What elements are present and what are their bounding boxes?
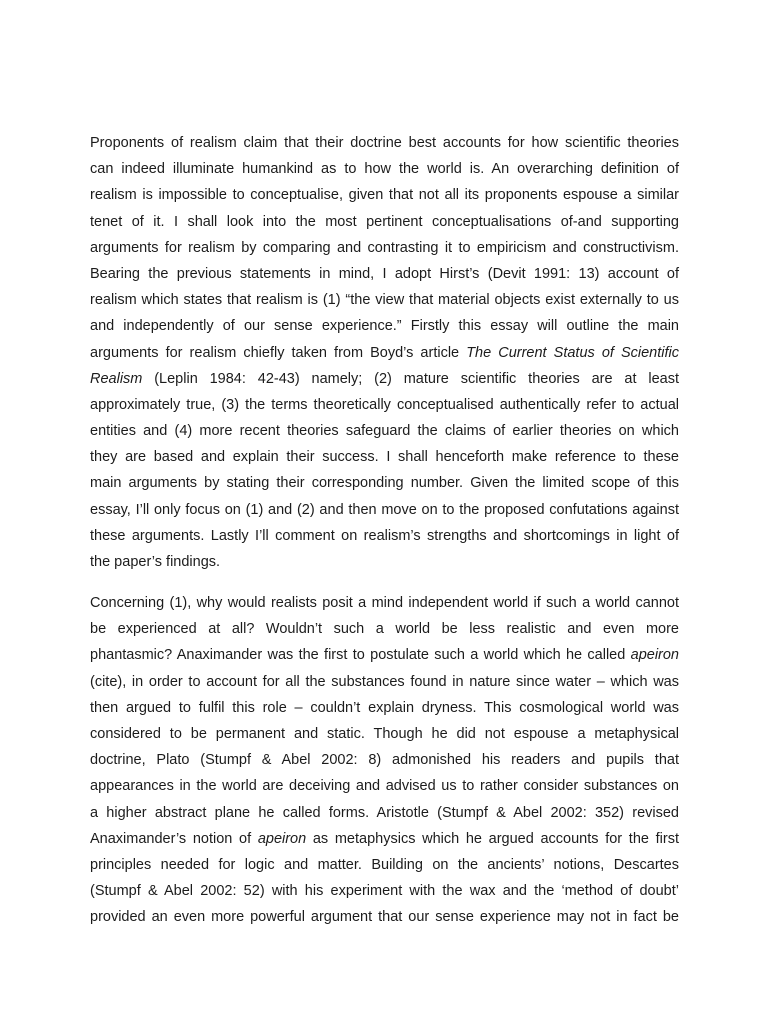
paragraph-argument-one (90, 590, 679, 930)
text-run: phantasmic? Anaximander was the first to postulate such a world which he called (90, 647, 631, 664)
text-run: as metaphysics which he argued accounts for the first (306, 830, 679, 847)
text-line: Proponents of realism claim that their doctrine best accounts for how scientific theories (90, 135, 679, 151)
text-line: they are based and explain their success. I shall henceforth make reference to these (90, 449, 679, 466)
text-line: principles needed for logic and matter. Building on the ancients’ notions, Descartes (90, 856, 679, 873)
text-line: can indeed illuminate humankind as to how the world is. An overarching definition of (90, 161, 679, 178)
paragraph-introduction (90, 130, 679, 575)
text-line: the paper’s findings. (90, 554, 221, 570)
text-line (90, 642, 679, 668)
text-line: (cite), in order to account for all the substances found in nature since water – which was (90, 673, 679, 690)
text-line: Bearing the previous statements in mind, I adopt Hirst’s (Devit 1991: 13) account of (90, 265, 679, 282)
apeiron-italic: apeiron (257, 830, 307, 847)
text-line: considered to be permanent and static. Though he did not espouse a metaphysical (90, 725, 679, 742)
text-line: a higher abstract plane he called forms. Aristotle (Stumpf & Abel 2002: 352) revised (90, 804, 679, 821)
text-line (90, 826, 679, 852)
text-run: Anaximander’s notion of (90, 830, 258, 847)
text-line: be experienced at all? Wouldn’t such a world be less realistic and even more (90, 621, 679, 638)
article-title-italic: The Current Status of Scientific (466, 344, 679, 361)
text-line: and independently of our sense experience.” Firstly this essay will outline the main (90, 318, 679, 335)
text-line: (Stumpf & Abel 2002: 52) with his experiment with the wax and the ‘method of doubt’ (90, 883, 679, 900)
text-run: (Leplin 1984: 42-43) namely; (2) mature scientific theories are at least (142, 370, 679, 387)
text-line: approximately true, (3) the terms theoretically conceptualised authentically refer to actual (90, 396, 679, 413)
text-line: arguments for realism by comparing and contrasting it to empiricism and constructivism. (90, 239, 679, 256)
text-line: these arguments. Lastly I’ll comment on realism’s strengths and shortcomings in light of (90, 527, 679, 544)
apeiron-italic: apeiron (630, 647, 679, 664)
text-line: realism is impossible to conceptualise, given that not all its proponents espouse a similar (90, 187, 679, 204)
text-line (90, 366, 679, 392)
text-line: provided an even more powerful argument that our sense experience may not in fact be (90, 909, 679, 926)
text-line: doctrine, Plato (Stumpf & Abel 2002: 8) admonished his readers and pupils that (90, 752, 679, 769)
text-line (90, 340, 679, 366)
text-line: Concerning (1), why would realists posit a mind independent world if such a world cannot (90, 595, 679, 611)
text-line: entities and (4) more recent theories safeguard the claims of earlier theories on which (90, 423, 679, 440)
text-line: tenet of it. I shall look into the most pertinent conceptualisations of-and supporting (90, 213, 679, 230)
article-title-italic: Realism (90, 370, 143, 387)
text-line: essay, I’ll only focus on (1) and (2) and then move on to the proposed confutations against (90, 501, 679, 518)
text-line: main arguments by stating their corresponding number. Given the limited scope of this (90, 475, 679, 492)
text-line: appearances in the world are deceiving and advised us to rather consider substances on (90, 778, 679, 795)
text-line: then argued to fulfil this role – couldn’t explain dryness. This cosmological world was (90, 699, 679, 716)
text-run: arguments for realism chiefly taken from Boyd’s article (90, 344, 467, 361)
text-line: realism which states that realism is (1) “the view that material objects exist externally to us (90, 292, 679, 309)
